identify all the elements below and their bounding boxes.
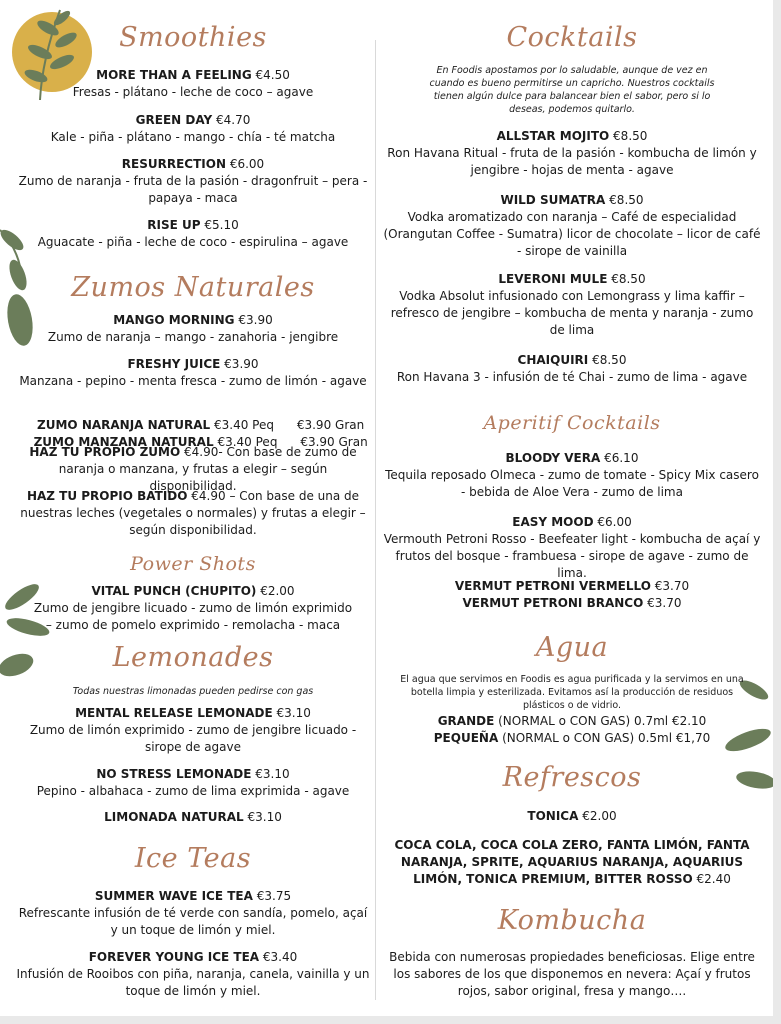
power-shots-heading: Power Shots [130, 553, 256, 575]
cocktails-heading: Cocktails [506, 22, 638, 53]
menu-item: ZUMO NARANJA NATURAL €3.40 Peq €3.90 Gran [37, 418, 365, 432]
lemonades-heading: Lemonades [112, 642, 274, 673]
menu-item: NO STRESS LEMONADE €3.10 Pepino - albahaca - zumo de lima exprimida - agave [36, 767, 350, 798]
menu-item: PEQUEÑA (NORMAL o CON GAS) 0.5ml €1,70 [433, 731, 711, 745]
menu-item: LIMONADA NATURAL €3.10 [104, 810, 282, 824]
menu-item: MENTAL RELEASE LEMONADE €3.10 Zumo de limón exprimido - zumo de jengibre licuado - sirope de agave [29, 706, 357, 754]
menu-item: ALLSTAR MOJITO €8.50 Ron Havana Ritual - fruta de la pasión - kombucha de limón y jengibre - hojas de menta - agave [387, 129, 757, 177]
ice-teas-heading: Ice Teas [134, 843, 252, 874]
menu-item: MORE THAN A FEELING €4.50 Fresas - plátano - leche de coco – agave [72, 68, 314, 99]
menu-item: Bebida con numerosas propiedades beneficiosas. Elige entre los sabores de los que disponemos en nevera: Açaí y frutos rojos, sabor original, fresa y mango…. [389, 950, 755, 998]
menu-item: EASY MOOD €6.00 Vermouth Petroni Rosso - Beefeater light - kombucha de açaí y frutos del bosque - frambuesa - sirope de agave - zumo de lima. [383, 515, 761, 580]
menu-item: COCA COLA, COCA COLA ZERO, FANTA LIMÓN, FANTA NARANJA, SPRITE, AQUARIUS NARANJA, AQUARIUS LIMÓN, TONICA PREMIUM, BITTER ROSSO €2.40 [394, 838, 750, 886]
menu-item: FOREVER YOUNG ICE TEA €3.40 Infusión de Rooibos con piña, naranja, canela, vainilla y un toque de limón y miel. [16, 950, 370, 998]
menu-item: VITAL PUNCH (CHUPITO) €2.00 Zumo de jengibre licuado - zumo de limón exprimido – zumo de pomelo exprimido - remolacha - maca [33, 584, 353, 632]
menu-item: CHAIQUIRI €8.50 Ron Havana 3 - infusión de té Chai - zumo de lima - agave [396, 353, 748, 384]
menu-item: VERMUT PETRONI VERMELLO €3.70 [454, 579, 690, 593]
menu-item: LEVERONI MULE €8.50 Vodka Absolut infusionado con Lemongrass y lima kaffir – refresco de jengibre – kombucha de menta y naranja - zumo de lima [390, 272, 754, 337]
zumos-heading: Zumos Naturales [71, 272, 315, 303]
menu-item: BLOODY VERA €6.10 Tequila reposado Olmeca - zumo de tomate - Spicy Mix casero - bebida de Aloe Vera - zumo de lima [385, 451, 759, 499]
menu-item: RESURRECTION €6.00 Zumo de naranja - fruta de la pasión - dragonfruit – pera - papaya - maca [18, 157, 368, 205]
refrescos-heading: Refrescos [502, 762, 642, 793]
menu-item: MANGO MORNING €3.90 Zumo de naranja – mango - zanahoria - jengibre [47, 313, 339, 344]
aperitif-heading: Aperitif Cocktails [483, 412, 661, 434]
menu-item: FRESHY JUICE €3.90 Manzana - pepino - menta fresca - zumo de limón - agave [19, 357, 367, 388]
agua-heading: Agua [535, 632, 609, 663]
menu-item: RISE UP €5.10 Aguacate - piña - leche de coco - espirulina – agave [37, 218, 349, 249]
menu-item: GREEN DAY €4.70 Kale - piña - plátano - mango - chía - té matcha [50, 113, 336, 144]
agua-note: El agua que servimos en Foodis es agua purificada y la servimos en una botella limpia y esterilizada. Evitamos así la producción de residuos plásticos o de vidrio. [400, 674, 744, 711]
menu-item: HAZ TU PROPIO ZUMO €4.90- Con base de zumo de naranja o manzana, y frutas a elegir – según disponibilidad. [29, 445, 357, 493]
menu-item: VERMUT PETRONI BRANCO €3.70 [462, 596, 682, 610]
menu-item: HAZ TU PROPIO BATIDO €4.90 – Con base de una de nuestras leches (vegetales o normales) y frutas a elegir – según disponibilidad. [20, 489, 366, 537]
menu-item: SUMMER WAVE ICE TEA €3.75 Refrescante infusión de té verde con sandía, pomelo, açaí y un toque de limón y miel. [18, 889, 368, 937]
menu-item: GRANDE (NORMAL o CON GAS) 0.7ml €2.10 [437, 714, 707, 728]
cocktails-intro: En Foodis apostamos por lo saludable, aunque de vez en cuando es bueno permitirse un capricho. Nuestros cocktails tienen algún dulce para balancear bien el sabor, pero si lo deseas, podemos quitarlo. [429, 65, 715, 115]
menu-item: ZUMO MANZANA NATURAL €3.40 Peq €3.90 Gran [33, 435, 368, 449]
menu-item: TONICA €2.00 [527, 809, 617, 823]
smoothies-heading: Smoothies [119, 22, 267, 53]
menu-item: WILD SUMATRA €8.50 Vodka aromatizado con naranja – Café de especialidad (Orangutan Coffee - Sumatra) licor de chocolate – licor de café - sirope de vainilla [383, 193, 761, 258]
kombucha-heading: Kombucha [497, 905, 647, 936]
lemonades-note: Todas nuestras limonadas pueden pedirse con gas [72, 686, 314, 697]
